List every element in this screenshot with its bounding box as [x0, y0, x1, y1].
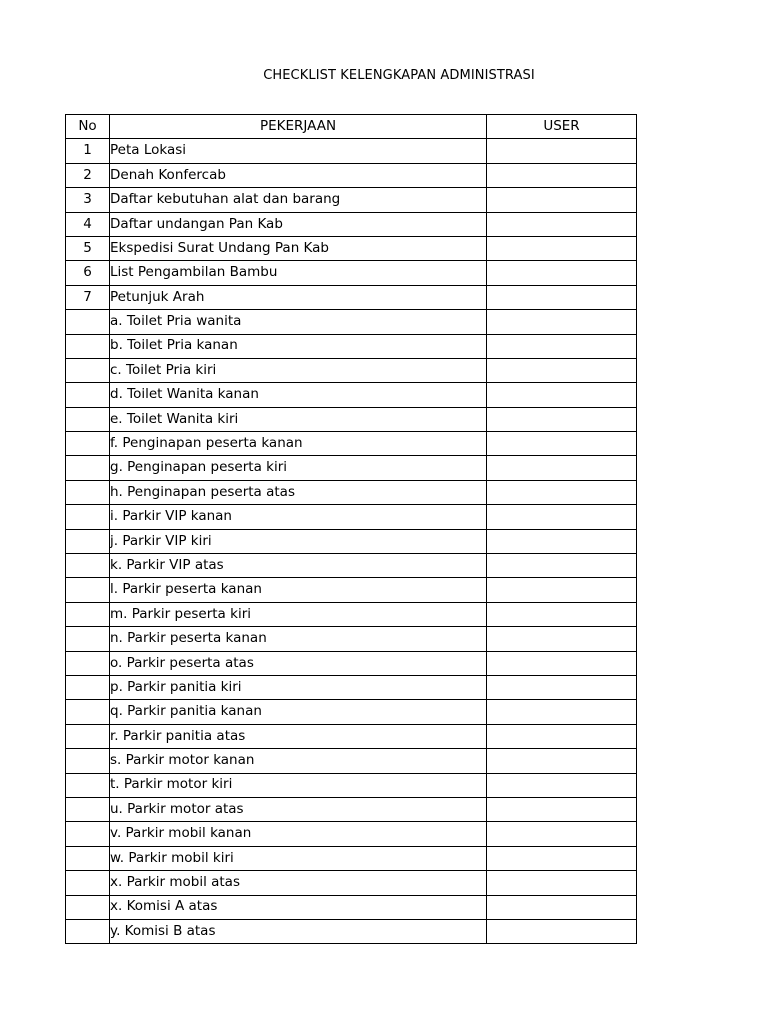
table-row: [66, 236, 637, 260]
user-cell: [487, 846, 637, 870]
user-cell: [487, 871, 637, 895]
user-cell: [487, 651, 637, 675]
row-number-cell: [66, 432, 110, 456]
table-row: [66, 846, 637, 870]
task-cell: g. Penginapan peserta kiri: [110, 456, 487, 480]
user-cell: [487, 261, 637, 285]
table-row: [66, 480, 637, 504]
task-cell: o. Parkir peserta atas: [110, 651, 487, 675]
table-row: [66, 578, 637, 602]
user-cell: [487, 236, 637, 260]
row-number-cell: [66, 578, 110, 602]
column-header-user: USER: [487, 115, 637, 139]
user-cell: [487, 505, 637, 529]
task-cell: r. Parkir panitia atas: [110, 724, 487, 748]
row-number-cell: [66, 456, 110, 480]
user-cell: [487, 456, 637, 480]
user-cell: [487, 602, 637, 626]
table-row: [66, 310, 637, 334]
task-cell: q. Parkir panitia kanan: [110, 700, 487, 724]
user-cell: [487, 407, 637, 431]
task-cell: s. Parkir motor kanan: [110, 749, 487, 773]
row-number-cell: [66, 480, 110, 504]
task-cell: y. Komisi B atas: [110, 919, 487, 943]
task-cell: j. Parkir VIP kiri: [110, 529, 487, 553]
header-row: [66, 115, 637, 139]
task-cell: a. Toilet Pria wanita: [110, 310, 487, 334]
row-number-cell: [66, 724, 110, 748]
row-number-cell: [66, 846, 110, 870]
row-number-cell: [66, 651, 110, 675]
table-row: [66, 432, 637, 456]
task-cell: l. Parkir peserta kanan: [110, 578, 487, 602]
task-cell: Ekspedisi Surat Undang Pan Kab: [110, 236, 487, 260]
row-number-cell: 3: [66, 188, 110, 212]
user-cell: [487, 627, 637, 651]
task-cell: Petunjuk Arah: [110, 285, 487, 309]
table-row: [66, 505, 637, 529]
task-cell: Denah Konfercab: [110, 163, 487, 187]
task-cell: n. Parkir peserta kanan: [110, 627, 487, 651]
row-number-cell: [66, 773, 110, 797]
user-cell: [487, 432, 637, 456]
table-row: [66, 797, 637, 821]
task-cell: t. Parkir motor kiri: [110, 773, 487, 797]
table-row: [66, 383, 637, 407]
user-cell: [487, 310, 637, 334]
task-cell: Peta Lokasi: [110, 139, 487, 163]
table-row: [66, 285, 637, 309]
row-number-cell: 6: [66, 261, 110, 285]
user-cell: [487, 724, 637, 748]
table-row: [66, 358, 637, 382]
row-number-cell: [66, 700, 110, 724]
table-row: [66, 651, 637, 675]
user-cell: [487, 797, 637, 821]
table-row: [66, 627, 637, 651]
task-cell: Daftar kebutuhan alat dan barang: [110, 188, 487, 212]
row-number-cell: [66, 334, 110, 358]
table-row: [66, 554, 637, 578]
row-number-cell: [66, 871, 110, 895]
row-number-cell: [66, 529, 110, 553]
table-row: [66, 456, 637, 480]
user-cell: [487, 554, 637, 578]
table-row: [66, 822, 637, 846]
table-row: [66, 773, 637, 797]
checklist-table: [65, 114, 637, 944]
task-cell: x. Komisi A atas: [110, 895, 487, 919]
task-cell: p. Parkir panitia kiri: [110, 675, 487, 699]
user-cell: [487, 578, 637, 602]
table-row: [66, 675, 637, 699]
row-number-cell: [66, 822, 110, 846]
user-cell: [487, 163, 637, 187]
table-row: [66, 871, 637, 895]
row-number-cell: [66, 602, 110, 626]
row-number-cell: [66, 675, 110, 699]
user-cell: [487, 139, 637, 163]
row-number-cell: [66, 554, 110, 578]
task-cell: k. Parkir VIP atas: [110, 554, 487, 578]
user-cell: [487, 480, 637, 504]
task-cell: d. Toilet Wanita kanan: [110, 383, 487, 407]
page-title: CHECKLIST KELENGKAPAN ADMINISTRASI: [263, 68, 535, 83]
row-number-cell: [66, 407, 110, 431]
row-number-cell: [66, 749, 110, 773]
task-cell: f. Penginapan peserta kanan: [110, 432, 487, 456]
task-cell: w. Parkir mobil kiri: [110, 846, 487, 870]
user-cell: [487, 188, 637, 212]
user-cell: [487, 895, 637, 919]
table-row: [66, 261, 637, 285]
user-cell: [487, 919, 637, 943]
task-cell: x. Parkir mobil atas: [110, 871, 487, 895]
task-cell: i. Parkir VIP kanan: [110, 505, 487, 529]
row-number-cell: [66, 895, 110, 919]
table-header: [66, 115, 637, 139]
row-number-cell: [66, 505, 110, 529]
table-row: [66, 212, 637, 236]
task-cell: b. Toilet Pria kanan: [110, 334, 487, 358]
table-row: [66, 602, 637, 626]
table-row: [66, 188, 637, 212]
row-number-cell: [66, 358, 110, 382]
table-row: [66, 749, 637, 773]
column-header-no: No: [66, 115, 110, 139]
table-row: [66, 529, 637, 553]
table-row: [66, 139, 637, 163]
row-number-cell: 2: [66, 163, 110, 187]
task-cell: Daftar undangan Pan Kab: [110, 212, 487, 236]
task-cell: v. Parkir mobil kanan: [110, 822, 487, 846]
table-row: [66, 895, 637, 919]
table-row: [66, 724, 637, 748]
user-cell: [487, 675, 637, 699]
table-row: [66, 334, 637, 358]
column-header-pekerjaan: PEKERJAAN: [110, 115, 487, 139]
user-cell: [487, 700, 637, 724]
row-number-cell: [66, 797, 110, 821]
table-row: [66, 407, 637, 431]
user-cell: [487, 749, 637, 773]
user-cell: [487, 285, 637, 309]
user-cell: [487, 529, 637, 553]
user-cell: [487, 334, 637, 358]
table-row: [66, 163, 637, 187]
table-body: [66, 139, 637, 944]
row-number-cell: [66, 919, 110, 943]
task-cell: m. Parkir peserta kiri: [110, 602, 487, 626]
table-row: [66, 700, 637, 724]
table-row: [66, 919, 637, 943]
user-cell: [487, 358, 637, 382]
task-cell: c. Toilet Pria kiri: [110, 358, 487, 382]
user-cell: [487, 773, 637, 797]
row-number-cell: [66, 383, 110, 407]
task-cell: List Pengambilan Bambu: [110, 261, 487, 285]
row-number-cell: 4: [66, 212, 110, 236]
row-number-cell: 7: [66, 285, 110, 309]
task-cell: u. Parkir motor atas: [110, 797, 487, 821]
user-cell: [487, 822, 637, 846]
user-cell: [487, 212, 637, 236]
row-number-cell: 1: [66, 139, 110, 163]
user-cell: [487, 383, 637, 407]
row-number-cell: 5: [66, 236, 110, 260]
row-number-cell: [66, 310, 110, 334]
task-cell: h. Penginapan peserta atas: [110, 480, 487, 504]
row-number-cell: [66, 627, 110, 651]
task-cell: e. Toilet Wanita kiri: [110, 407, 487, 431]
